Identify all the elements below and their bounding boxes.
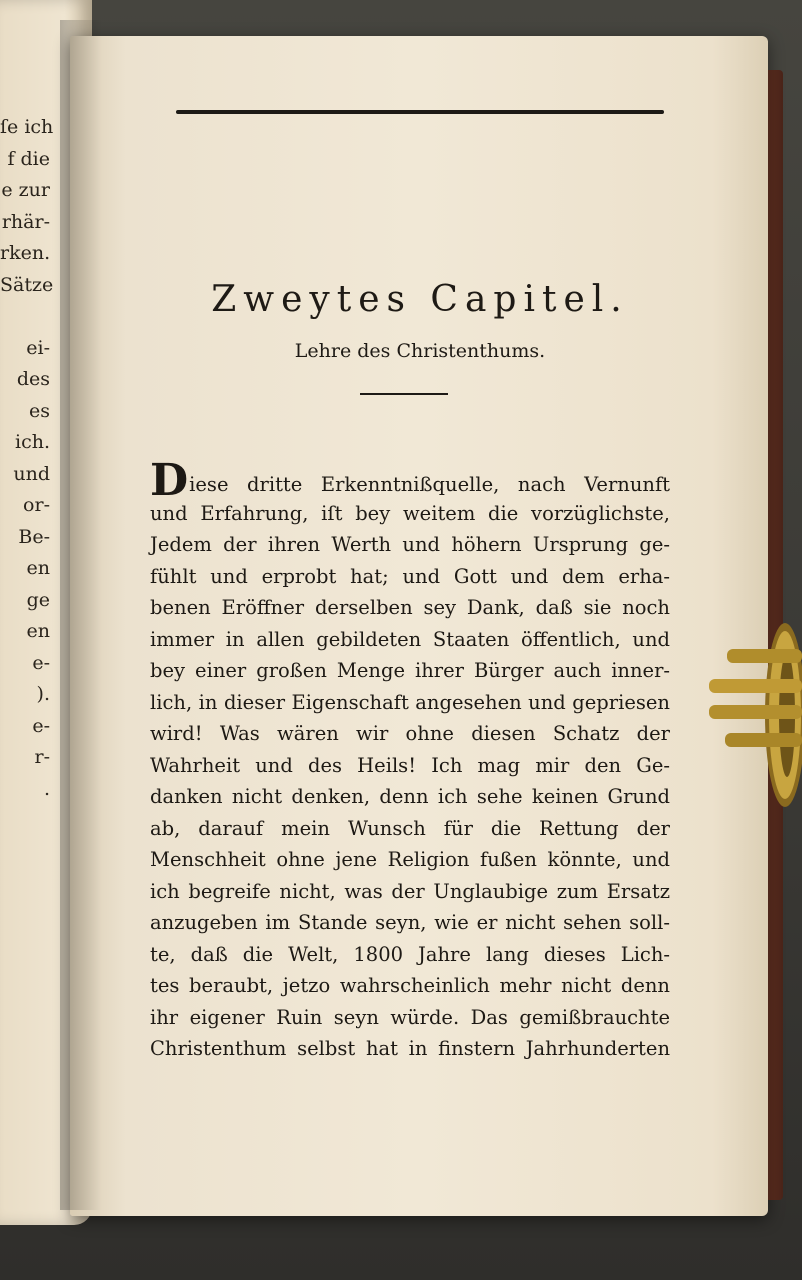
body-line: anzugeben im Stande seyn, wie er nicht sehen soll- [150,911,670,934]
body-line: benen Eröffner derselben sey Dank, daß sie noch [150,596,670,619]
left-page-fragment: . [43,777,50,800]
left-page-fragment: Sätze [0,273,54,296]
header-rule [176,110,664,114]
body-line: wird! Was wären wir ohne diesen Schatz der [150,722,670,745]
left-page-fragment: en [26,620,50,642]
body-line: te, daß die Welt, 1800 Jahre lang dieses Lich- [150,942,670,966]
body-line: fühlt und erprobt hat; und Gott und dem erha- [150,564,670,588]
body-line: Christenthum selbst hat in finstern Jahrhunderten [150,1037,670,1060]
left-page-fragment: en [26,557,50,579]
chapter-subtitle: Lehre des Christenthums. [294,340,546,362]
left-page-fragment: des [16,368,50,390]
left-page-fragment: r- [34,746,50,768]
left-page-fragment: rken. [0,242,51,264]
body-text [150,455,670,1065]
body-line: ihr eigener Ruin seyn würde. Das gemißbrauchte [150,1005,670,1029]
left-page-fragment: es [29,399,50,422]
left-page-fragment: ). [36,683,50,705]
body-line: Jedem der ihren Werth und höhern Ursprung ge- [150,533,670,556]
first-line-text: iese dritte Erkenntnißquelle, nach Vernunft [189,473,670,496]
drop-cap: D [150,455,189,506]
left-page-fragment: f die [7,147,50,170]
body-line: bey einer großen Menge ihrer Bürger auch inner- [150,659,670,682]
left-page-fragment: ge [26,588,50,611]
left-page-fragment: e- [32,651,50,674]
book-gutter-shadow [60,20,102,1210]
left-page-fragment: e- [32,714,50,737]
left-page-fragment: und [13,462,50,485]
left-page-fragment: e zur [1,179,50,201]
left-page-fragment: Be- [18,525,50,548]
clip-prong-2 [709,679,802,693]
body-first-line [150,455,670,506]
chapter-title: Zweytes Capitel. [211,279,629,320]
body-line: und Erfahrung, iſt bey weitem die vorzüglichste, [150,501,670,525]
title-separator-rule [360,393,448,395]
clip-prong-4 [725,733,802,747]
left-page-fragment: or- [23,494,50,516]
left-page-fragment: ei- [26,336,50,359]
body-lines [150,498,670,1065]
body-line: danken nicht denken, denn ich sehe keinen Grund [150,785,670,808]
body-line: Menschheit ohne jene Religion fußen könnte, und [150,848,670,871]
left-page-fragment: rhär- [1,210,50,233]
left-page-fragment: ſe ich [0,116,54,138]
left-page-fragment: ich. [15,431,50,453]
clip-prong-3 [709,705,802,719]
body-line: immer in allen gebildeten Staaten öffentlich, und [150,627,670,651]
clip-prong-1 [727,649,802,663]
body-line: tes beraubt, jetzo wahrscheinlich mehr nicht denn [150,974,670,997]
body-line: ab, darauf mein Wunsch für die Rettung der [150,816,670,840]
brass-page-clip [705,605,802,825]
body-line: ich begreife nicht, was der Unglaubige zum Ersatz [150,879,670,903]
body-line: lich, in dieser Eigenschaft angesehen und gepriesen [150,690,670,714]
right-page [70,36,768,1216]
body-line: Wahrheit und des Heils! Ich mag mir den Ge- [150,753,670,777]
